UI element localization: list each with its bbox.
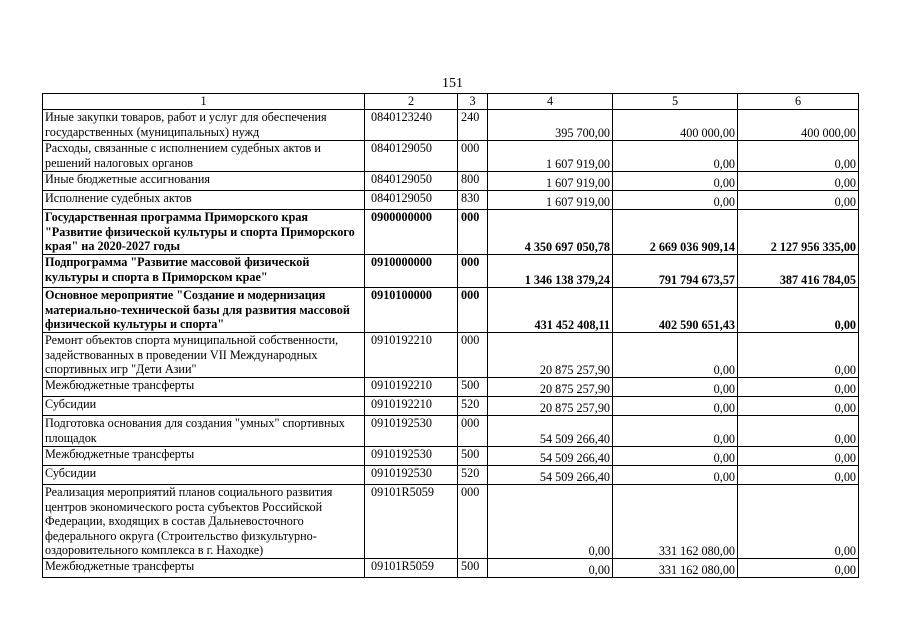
- table-row: [43, 191, 859, 210]
- amount-col6-cell: 0,00: [738, 485, 859, 559]
- amount-col5-cell: 0,00: [613, 191, 738, 210]
- amount-col4-cell: 1 607 919,00: [488, 141, 613, 172]
- amount-col6-cell: 0,00: [738, 559, 859, 578]
- expense-type-cell: 500: [458, 447, 488, 466]
- amount-col4-cell: 20 875 257,90: [488, 397, 613, 416]
- table-row: [43, 210, 859, 255]
- target-code-cell: 0910192210: [365, 378, 458, 397]
- table-row: [43, 333, 859, 378]
- amount-col6-cell: 0,00: [738, 447, 859, 466]
- target-code-cell: 0910192210: [365, 397, 458, 416]
- target-code-cell: 0910000000: [365, 255, 458, 288]
- row-name-cell: Подготовка основания для создания "умных" спортивных площадок: [43, 416, 365, 447]
- amount-col4-cell: 1 346 138 379,24: [488, 255, 613, 288]
- amount-col5-cell: 0,00: [613, 447, 738, 466]
- amount-col4-cell: 54 509 266,40: [488, 447, 613, 466]
- amount-col5-cell: 0,00: [613, 141, 738, 172]
- expense-type-cell: 000: [458, 485, 488, 559]
- target-code-cell: 0840129050: [365, 172, 458, 191]
- table-row: [43, 288, 859, 333]
- amount-col5-cell: 331 162 080,00: [613, 559, 738, 578]
- expense-type-cell: 000: [458, 416, 488, 447]
- table-row: [43, 466, 859, 485]
- target-code-cell: 0910192530: [365, 447, 458, 466]
- table-row: [43, 447, 859, 466]
- expense-type-cell: 830: [458, 191, 488, 210]
- target-code-cell: 0910100000: [365, 288, 458, 333]
- row-name-cell: Субсидии: [43, 397, 365, 416]
- amount-col4-cell: 4 350 697 050,78: [488, 210, 613, 255]
- amount-col4-cell: 20 875 257,90: [488, 333, 613, 378]
- target-code-cell: 0840123240: [365, 110, 458, 141]
- amount-col5-cell: 0,00: [613, 397, 738, 416]
- table-row: [43, 397, 859, 416]
- expense-type-cell: 000: [458, 288, 488, 333]
- header-cell-6: 6: [738, 94, 859, 110]
- amount-col6-cell: 0,00: [738, 378, 859, 397]
- row-name-cell: Исполнение судебных актов: [43, 191, 365, 210]
- expense-type-cell: 240: [458, 110, 488, 141]
- amount-col5-cell: 0,00: [613, 333, 738, 378]
- amount-col5-cell: 0,00: [613, 378, 738, 397]
- target-code-cell: 0840129050: [365, 191, 458, 210]
- target-code-cell: 0900000000: [365, 210, 458, 255]
- expense-type-cell: 000: [458, 255, 488, 288]
- amount-col5-cell: 331 162 080,00: [613, 485, 738, 559]
- amount-col6-cell: 387 416 784,05: [738, 255, 859, 288]
- amount-col6-cell: 0,00: [738, 288, 859, 333]
- expense-type-cell: 500: [458, 559, 488, 578]
- row-name-cell: Межбюджетные трансферты: [43, 559, 365, 578]
- amount-col4-cell: 1 607 919,00: [488, 191, 613, 210]
- expense-type-cell: 520: [458, 397, 488, 416]
- amount-col4-cell: 0,00: [488, 485, 613, 559]
- amount-col4-cell: 0,00: [488, 559, 613, 578]
- table-row: [43, 378, 859, 397]
- budget-table: [42, 93, 859, 578]
- amount-col4-cell: 54 509 266,40: [488, 416, 613, 447]
- row-name-cell: Ремонт объектов спорта муниципальной собственности, задействованных в проведении VII Международных спортивных игр "Дети Азии": [43, 333, 365, 378]
- amount-col6-cell: 0,00: [738, 466, 859, 485]
- row-name-cell: Расходы, связанные с исполнением судебных актов и решений налоговых органов: [43, 141, 365, 172]
- amount-col6-cell: 2 127 956 335,00: [738, 210, 859, 255]
- table-row: [43, 416, 859, 447]
- amount-col4-cell: 431 452 408,11: [488, 288, 613, 333]
- page-number: 151: [442, 76, 463, 91]
- table-row: [43, 172, 859, 191]
- target-code-cell: 09101R5059: [365, 559, 458, 578]
- row-name-cell: Межбюджетные трансферты: [43, 378, 365, 397]
- row-name-cell: Межбюджетные трансферты: [43, 447, 365, 466]
- table-row: [43, 255, 859, 288]
- header-row: [43, 94, 859, 110]
- target-code-cell: 0910192530: [365, 466, 458, 485]
- target-code-cell: 09101R5059: [365, 485, 458, 559]
- expense-type-cell: 800: [458, 172, 488, 191]
- amount-col5-cell: 2 669 036 909,14: [613, 210, 738, 255]
- amount-col5-cell: 0,00: [613, 466, 738, 485]
- amount-col6-cell: 0,00: [738, 191, 859, 210]
- amount-col6-cell: 0,00: [738, 333, 859, 378]
- expense-type-cell: 000: [458, 333, 488, 378]
- header-cell-2: 2: [365, 94, 458, 110]
- amount-col6-cell: 400 000,00: [738, 110, 859, 141]
- expense-type-cell: 500: [458, 378, 488, 397]
- target-code-cell: 0910192530: [365, 416, 458, 447]
- header-cell-5: 5: [613, 94, 738, 110]
- row-name-cell: Основное мероприятие "Создание и модернизация материально-технической базы для развития массовой физической культуры и спорта": [43, 288, 365, 333]
- amount-col4-cell: 1 607 919,00: [488, 172, 613, 191]
- amount-col5-cell: 400 000,00: [613, 110, 738, 141]
- amount-col5-cell: 402 590 651,43: [613, 288, 738, 333]
- expense-type-cell: 520: [458, 466, 488, 485]
- row-name-cell: Иные закупки товаров, работ и услуг для обеспечения государственных (муниципальных) нужд: [43, 110, 365, 141]
- amount-col6-cell: 0,00: [738, 141, 859, 172]
- amount-col4-cell: 54 509 266,40: [488, 466, 613, 485]
- amount-col5-cell: 0,00: [613, 416, 738, 447]
- amount-col5-cell: 0,00: [613, 172, 738, 191]
- target-code-cell: 0910192210: [365, 333, 458, 378]
- amount-col4-cell: 20 875 257,90: [488, 378, 613, 397]
- header-cell-3: 3: [458, 94, 488, 110]
- row-name-cell: Иные бюджетные ассигнования: [43, 172, 365, 191]
- amount-col6-cell: 0,00: [738, 397, 859, 416]
- header-cell-4: 4: [488, 94, 613, 110]
- expense-type-cell: 000: [458, 210, 488, 255]
- amount-col5-cell: 791 794 673,57: [613, 255, 738, 288]
- amount-col6-cell: 0,00: [738, 416, 859, 447]
- amount-col4-cell: 395 700,00: [488, 110, 613, 141]
- amount-col6-cell: 0,00: [738, 172, 859, 191]
- expense-type-cell: 000: [458, 141, 488, 172]
- table-row: [43, 110, 859, 141]
- table-row: [43, 485, 859, 559]
- table-row: [43, 559, 859, 578]
- row-name-cell: Реализация мероприятий планов социального развития центров экономического роста субъектов Российской Федерации, входящих в состав Дальневосточного федерального округа (Строительство физкультурно-оздоровительного комплекса в г. Находке): [43, 485, 365, 559]
- row-name-cell: Подпрограмма "Развитие массовой физической культуры и спорта в Приморском крае": [43, 255, 365, 288]
- table-row: [43, 141, 859, 172]
- row-name-cell: Государственная программа Приморского края "Развитие физической культуры и спорта Приморского края" на 2020-2027 годы: [43, 210, 365, 255]
- row-name-cell: Субсидии: [43, 466, 365, 485]
- target-code-cell: 0840129050: [365, 141, 458, 172]
- header-cell-1: 1: [43, 94, 365, 110]
